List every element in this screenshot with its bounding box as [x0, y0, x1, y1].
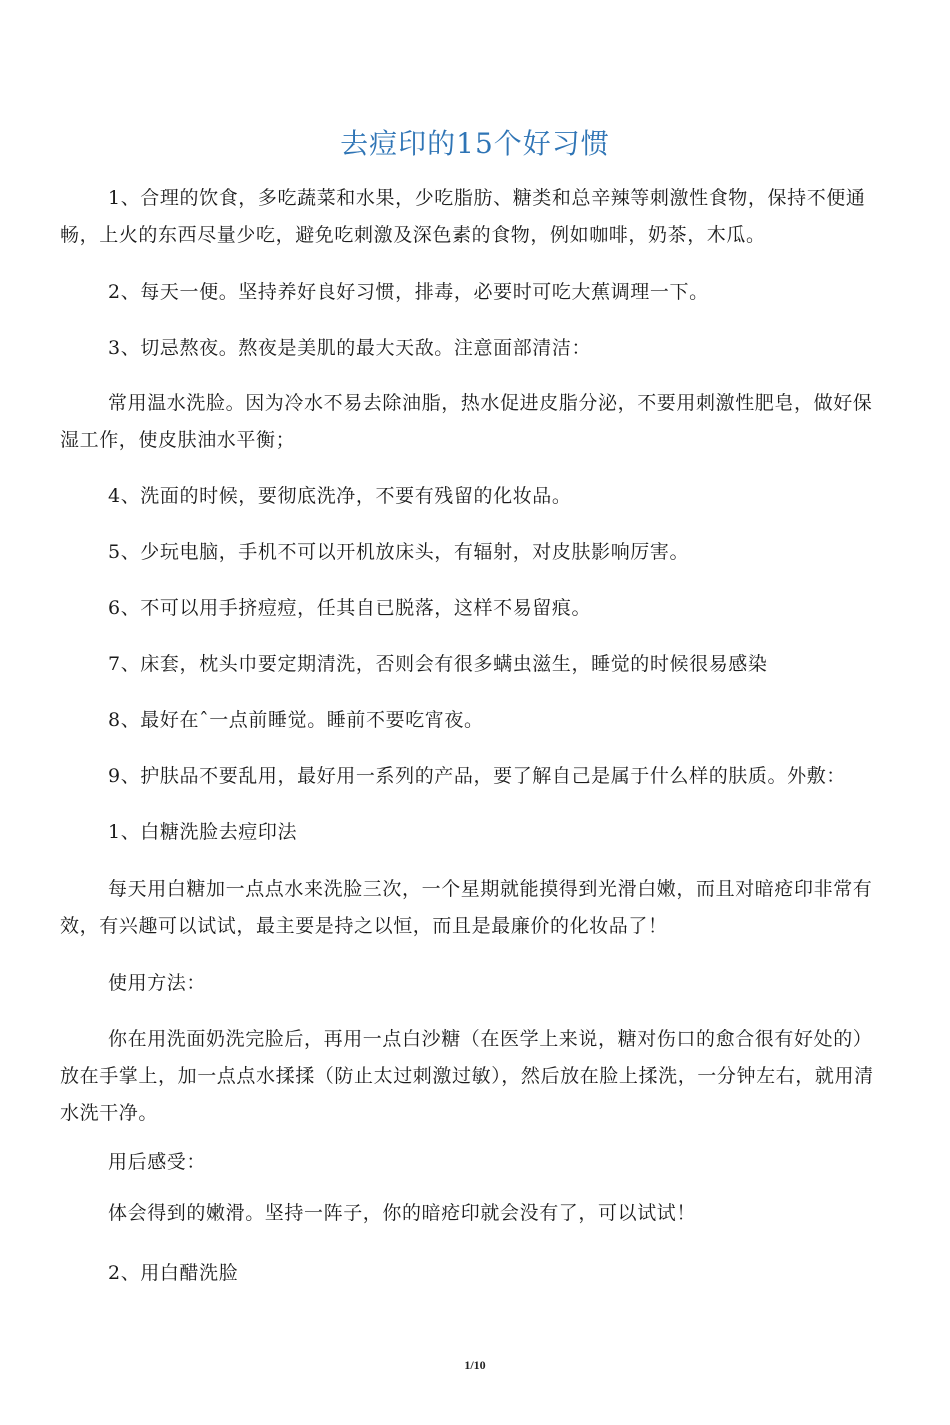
- page-number: 1/10: [464, 1358, 486, 1372]
- paragraph-14: 你在用洗面奶洗完脸后，再用一点白沙糖（在医学上来说，糖对伤口的愈合很有好处的）放在手掌上，加一点点水揉揉（防止太过刺激过敏），然后放在脸上揉洗，一分钟左右，就用清水洗干净。: [60, 1028, 874, 1124]
- paragraph-3: 3、切忌熬夜。熬夜是美肌的最大天敌。注意面部清洁：: [108, 337, 592, 359]
- paragraph-2: 2、每天一便。坚持养好良好习惯，排毒，必要时可吃大蕉调理一下。: [108, 281, 709, 303]
- paragraph-10: 9、护肤品不要乱用，最好用一系列的产品，要了解自己是属于什么样的肤质。外敷：: [108, 765, 846, 787]
- paragraph-1: 1、合理的饮食，多吃蔬菜和水果，少吃脂肪、糖类和总辛辣等刺激性食物，保持不便通畅，上火的东西尽量少吃，避免吃刺激及深色素的食物，例如咖啡，奶茶，木瓜。: [60, 187, 866, 246]
- paragraph-11: 1、白糖洗脸去痘印法: [108, 821, 298, 843]
- paragraph-7: 6、不可以用手挤痘痘，任其自已脱落，这样不易留痕。: [108, 597, 592, 619]
- paragraph-8: 7、床套，枕头巾要定期清洗，否则会有很多螨虫滋生，睡觉的时候很易感染: [108, 653, 768, 675]
- paragraph-16: 体会得到的嫩滑。坚持一阵子，你的暗疮印就会没有了，可以试试！: [108, 1202, 697, 1224]
- paragraph-9: 8、最好在ˆ一点前睡觉。睡前不要吃宵夜。: [108, 709, 484, 731]
- paragraph-4: 常用温水洗脸。因为冷水不易去除油脂，热水促进皮脂分泌，不要用刺激性肥皂，做好保湿工作，使皮肤油水平衡；: [60, 392, 873, 451]
- paragraph-13: 使用方法：: [108, 972, 207, 994]
- paragraph-15: 用后感受：: [108, 1151, 207, 1173]
- paragraph-5: 4、洗面的时候，要彻底洗净，不要有残留的化妆品。: [108, 485, 572, 507]
- paragraph-17: 2、用白醋洗脸: [108, 1262, 239, 1284]
- document-title: 去痘印的15个好习惯: [340, 127, 610, 160]
- paragraph-6: 5、少玩电脑，手机不可以开机放床头，有辐射，对皮肤影响厉害。: [108, 541, 690, 563]
- paragraph-12: 每天用白糖加一点点水来洗脸三次，一个星期就能摸得到光滑白嫩，而且对暗疮印非常有效，有兴趣可以试试，最主要是持之以恒，而且是最廉价的化妆品了！: [60, 878, 873, 937]
